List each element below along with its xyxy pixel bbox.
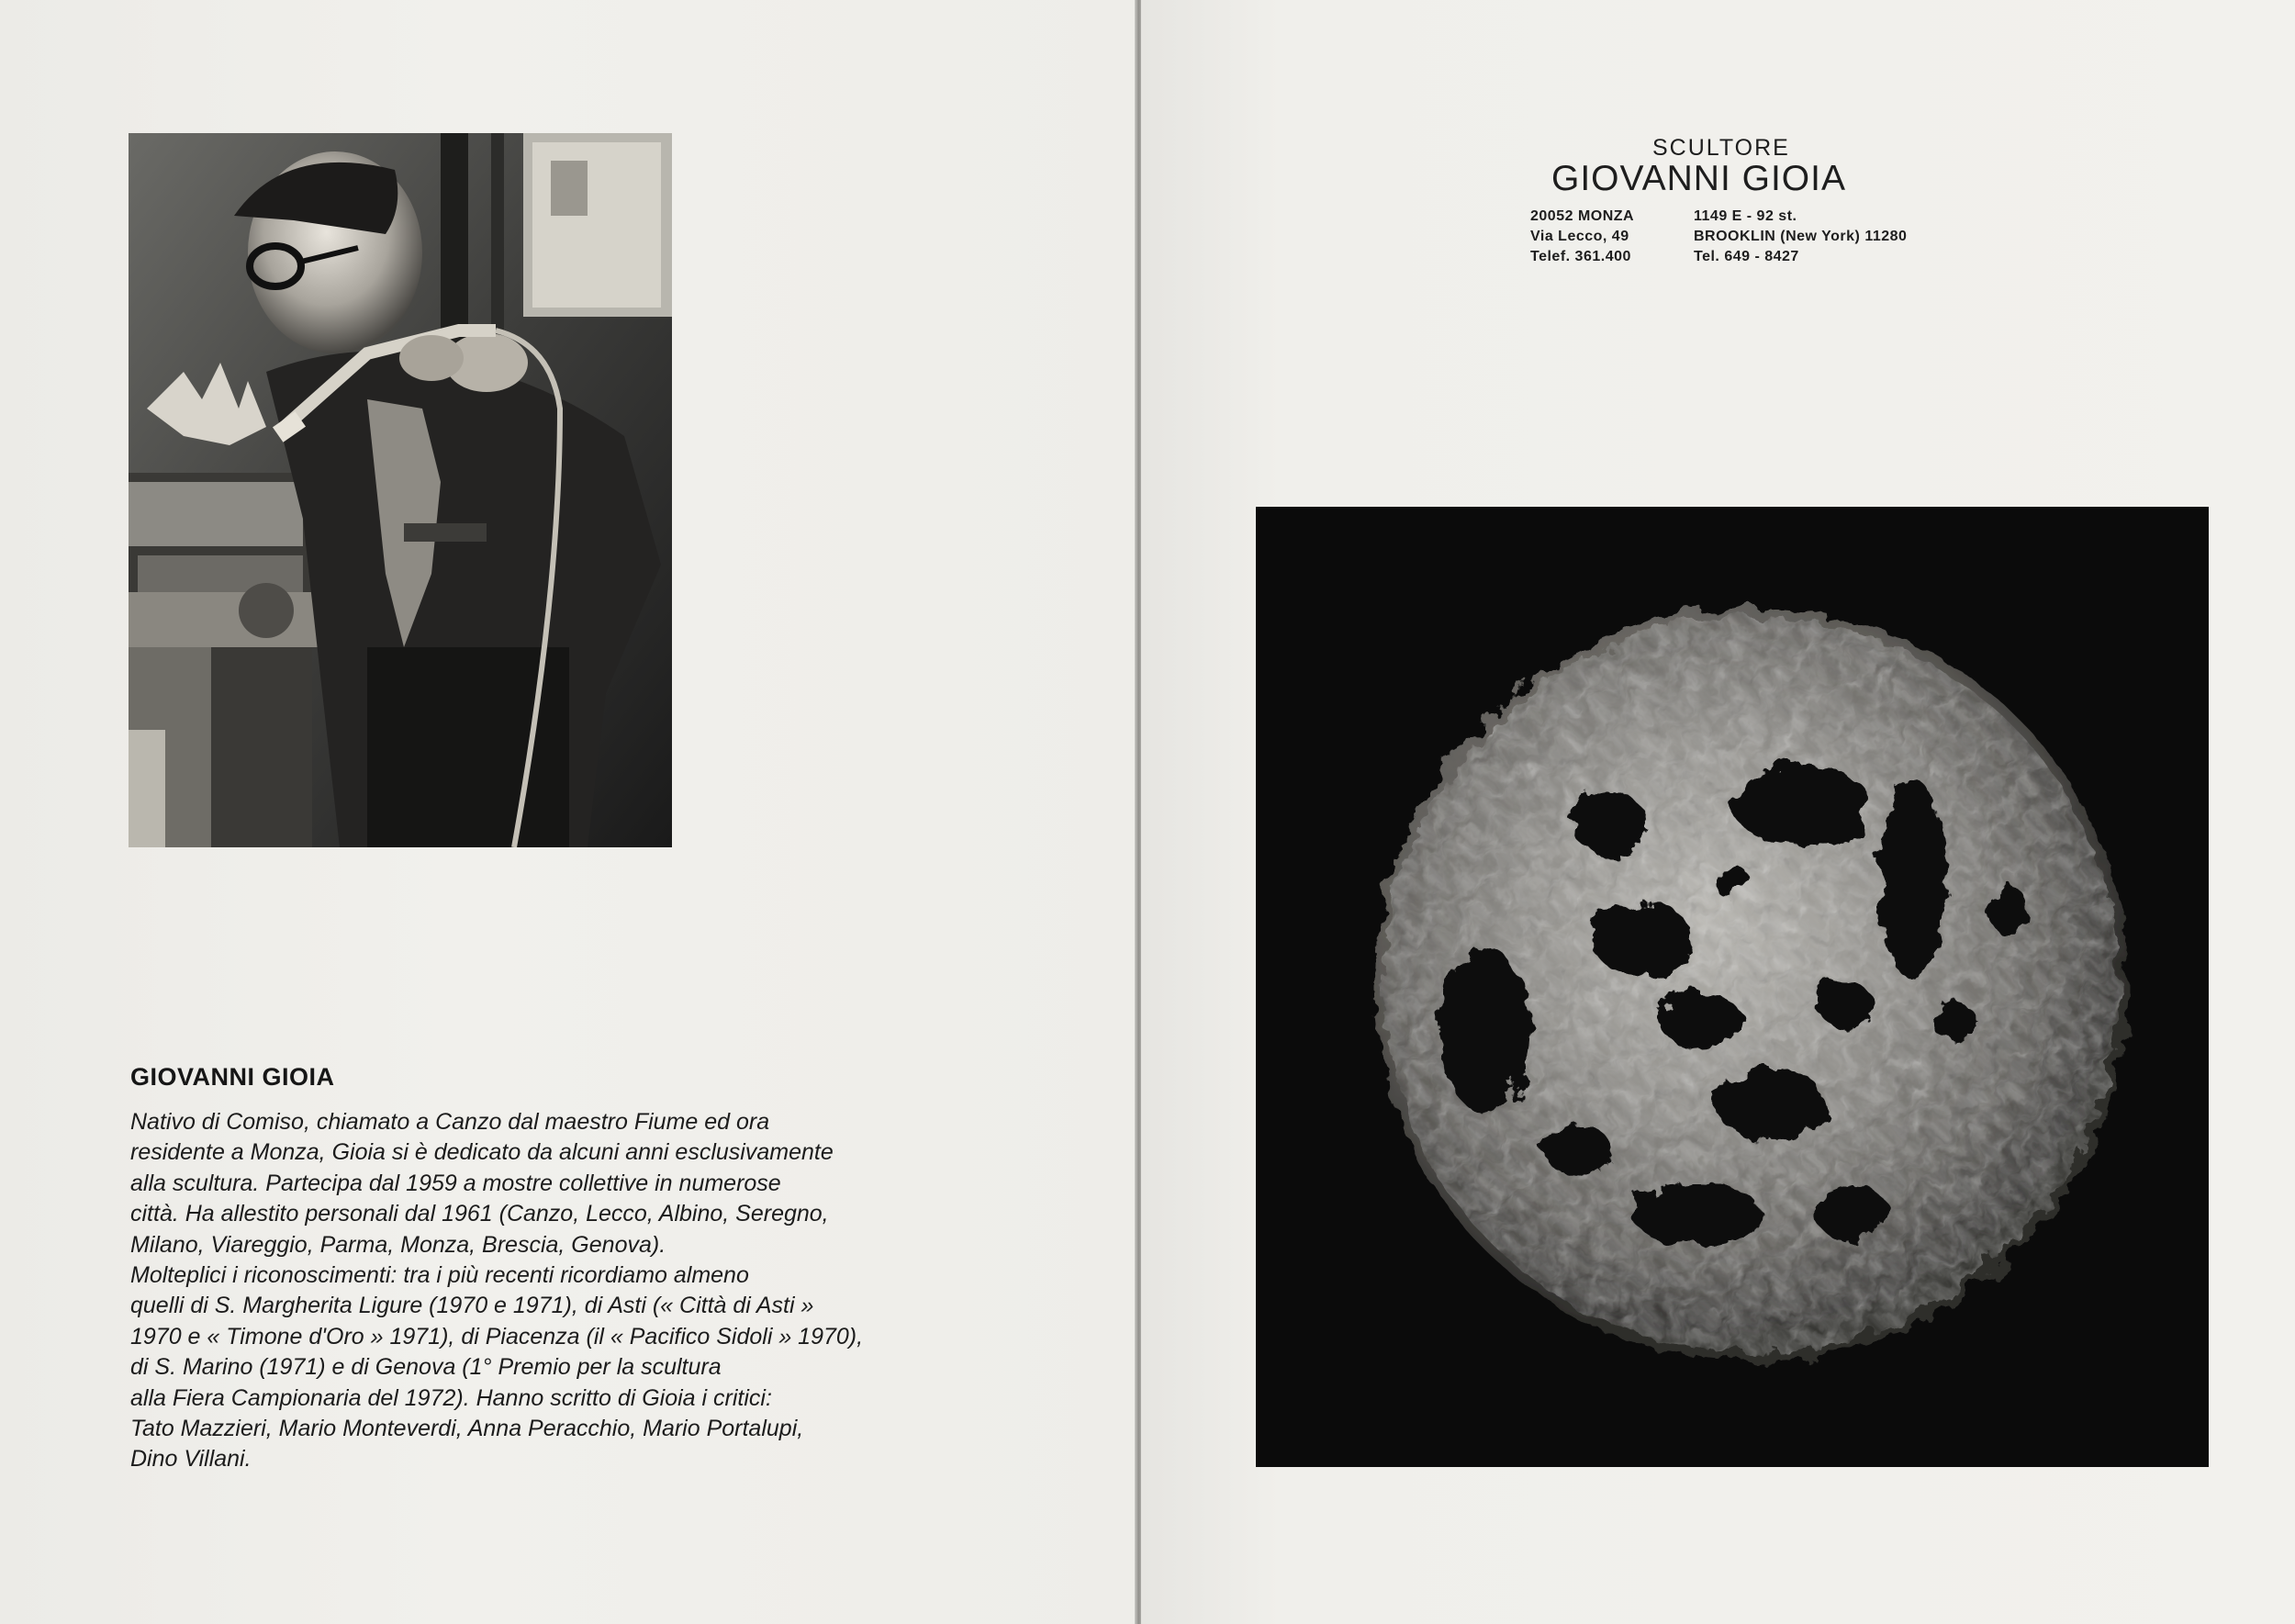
- address-stamp: [1528, 133, 1951, 280]
- stamp-heading: SCULTORE: [1652, 135, 1790, 161]
- left-page: [0, 0, 1140, 1624]
- bio-line: residente a Monza, Gioia si è dedicato da alcuni anni esclusivamente: [130, 1139, 834, 1166]
- stamp-italy-line: Telef. 361.400: [1530, 249, 1631, 264]
- portrait-image: [129, 133, 672, 847]
- bio-title: GIOVANNI GIOIA: [130, 1063, 335, 1091]
- stamp-italy-line: 20052 MONZA: [1530, 208, 1635, 224]
- sculptor-portrait-photo: [129, 133, 672, 847]
- bio-line: città. Ha allestito personali dal 1961 (Canzo, Lecco, Albino, Seregno,: [130, 1201, 829, 1227]
- stamp-italy-line: Via Lecco, 49: [1530, 229, 1629, 244]
- bio-line: Dino Villani.: [130, 1446, 252, 1473]
- bio-line: alla scultura. Partecipa dal 1959 a mostre collettive in numerose: [130, 1170, 781, 1196]
- bio-line: Milano, Viareggio, Parma, Monza, Brescia, Genova).: [130, 1231, 666, 1258]
- stamp-usa-line: BROOKLIN (New York) 11280: [1694, 229, 1908, 244]
- bio-line: di S. Marino (1971) e di Genova (1° Premio per la scultura: [130, 1354, 722, 1381]
- bio-line: alla Fiera Campionaria del 1972). Hanno scritto di Gioia i critici:: [130, 1384, 772, 1411]
- bio-line: quelli di S. Margherita Ligure (1970 e 1971), di Asti (« Città di Asti »: [130, 1293, 814, 1319]
- bio-line: 1970 e « Timone d'Oro » 1971), di Piacenza (il « Pacifico Sidoli » 1970),: [130, 1323, 864, 1350]
- sculpture-photo: [1256, 507, 2209, 1467]
- bio-text: [130, 1107, 1002, 1475]
- bio-line: Tato Mazzieri, Mario Monteverdi, Anna Peracchio, Mario Portalupi,: [130, 1416, 804, 1442]
- sculpture-image: [1256, 507, 2209, 1467]
- stamp-usa-line: 1149 E - 92 st.: [1694, 208, 1797, 224]
- stamp-usa-line: Tel. 649 - 8427: [1694, 249, 1799, 264]
- bio-line: Nativo di Comiso, chiamato a Canzo dal maestro Fiume ed ora: [130, 1109, 770, 1135]
- stamp-name: GIOVANNI GIOIA: [1551, 159, 1846, 198]
- bio-line: Molteplici i riconoscimenti: tra i più recenti ricordiamo almeno: [130, 1262, 749, 1289]
